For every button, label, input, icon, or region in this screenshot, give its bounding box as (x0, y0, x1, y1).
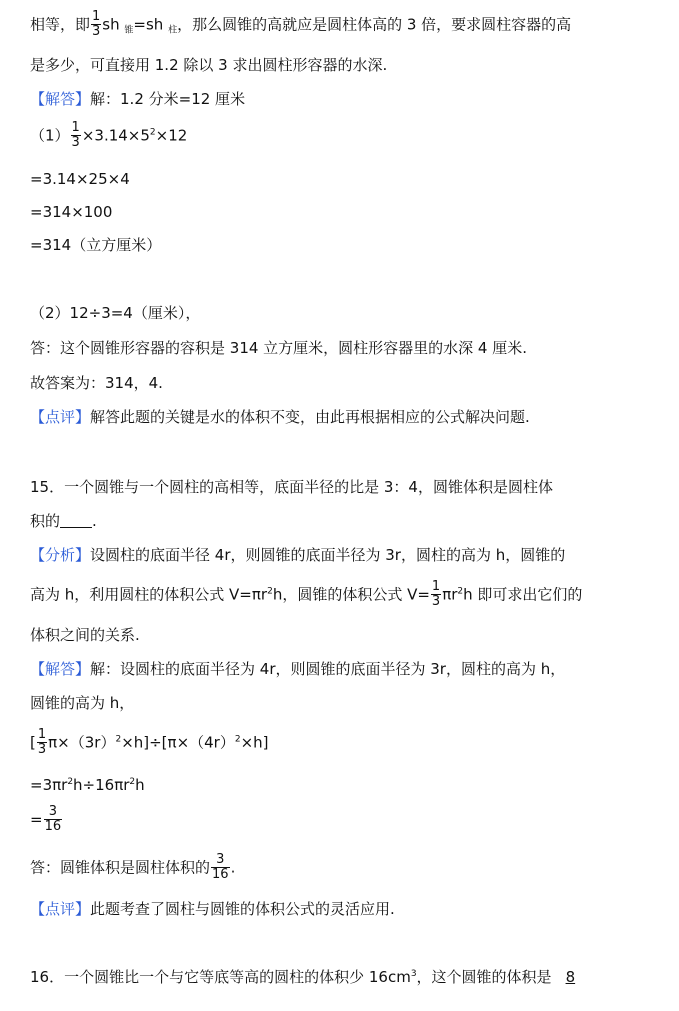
frac-den: 16 (212, 867, 229, 883)
expr1-b: ×h]÷[π×（4r） (121, 733, 235, 752)
p15-fenxi-3: 体积之间的关系. (30, 626, 140, 644)
fenxi2-b: h，圆锥的体积公式 V= (272, 585, 430, 604)
exponent: 2 (267, 586, 273, 597)
expr2-c: h (135, 776, 145, 794)
subscript-cone: 锥 (124, 25, 134, 36)
exponent: 2 (457, 586, 464, 597)
answer-text: 答：圆锥体积是圆柱体积的 (30, 858, 211, 877)
p15-fenxi-2 (30, 580, 582, 610)
answer-end: . (230, 858, 236, 877)
jieda-text-1: 解：设圆柱的底面半径为 4r，则圆锥的底面半径为 3r，圆柱的高为 h， (90, 660, 566, 678)
frac-num: 1 (37, 727, 47, 742)
step1-expr-b: ×12 (155, 126, 188, 145)
answer-underlined: 8 (565, 968, 576, 986)
fenxi-text-1: 设圆柱的底面半径 4r，则圆锥的底面半径为 3r，圆柱的高为 h，圆锥的 (90, 546, 566, 564)
q16-b: ，这个圆锥的体积是 (416, 968, 552, 986)
jieda-tag: 【解答】 (30, 660, 91, 678)
p14-answer: 答：这个圆锥形容器的容积是 314 立方厘米，圆柱形容器里的水深 4 厘米. (30, 339, 528, 357)
p16-question (30, 970, 575, 985)
jieda-tag: 【解答】 (30, 90, 91, 108)
p14-line-1 (30, 10, 571, 40)
expr2-b: h÷16πr (73, 776, 130, 794)
exponent: 2 (115, 734, 122, 745)
frac-den: 3 (37, 742, 47, 758)
p15-fenxi-1 (30, 548, 565, 563)
frac-num: 1 (431, 579, 441, 594)
fenxi2-c: πr (442, 585, 458, 604)
answer-blank (60, 515, 92, 528)
p15-question-line-2 (30, 514, 97, 529)
expr2-a: =3πr (30, 776, 68, 794)
equals-sign: = (30, 810, 43, 829)
step1-exponent: 2 (149, 127, 156, 138)
frac-num: 1 (92, 9, 101, 24)
dianping-tag: 【点评】 (30, 900, 91, 918)
dianping-text: 此题考查了圆柱与圆锥的体积公式的灵活应用. (90, 900, 395, 918)
exponent: 2 (67, 777, 74, 787)
p14-calc-3: =314（立方厘米） (30, 236, 162, 254)
p14-l1c: =sh (133, 15, 169, 34)
p14-step-1 (30, 121, 187, 151)
fraction-one-third (431, 580, 441, 610)
dianping-text: 解答此题的关键是水的体积不变，由此再根据相应的公式解决问题. (90, 408, 530, 426)
p14-dianping (30, 410, 530, 425)
jieda-text: 解：1.2 分米=12 厘米 (90, 90, 246, 108)
p15-jieda-1 (30, 662, 565, 677)
frac-num: 3 (44, 805, 63, 820)
p14-calc-2: =314×100 (30, 203, 113, 221)
p15-answer (30, 853, 235, 883)
frac-num: 1 (71, 120, 80, 135)
p14-l1a: 相等，即 (30, 15, 91, 34)
frac-den: 16 (44, 819, 62, 835)
q2-text: 积的 (30, 512, 61, 530)
q16-a: 16．一个圆锥比一个与它等底等高的圆柱的体积少 16cm (30, 968, 411, 986)
fraction-one-third (91, 10, 101, 40)
p14-line-2: 是多少，可直接用 1.2 除以 3 求出圆柱形容器的水深. (30, 56, 388, 74)
p15-dianping (30, 902, 395, 917)
expr1-a: π×（3r） (48, 733, 116, 752)
p15-jieda-2: 圆锥的高为 h， (30, 694, 135, 712)
exponent: 2 (234, 734, 241, 745)
frac-num: 3 (211, 853, 230, 868)
frac-den: 3 (71, 135, 80, 151)
fenxi2-a: 高为 h，利用圆柱的体积公式 V=πr (30, 585, 268, 604)
step1-expr-a: ×3.14×5 (81, 126, 150, 145)
fraction-one-third (71, 121, 81, 151)
expr1-c: ×h] (240, 733, 269, 752)
q2-end: . (92, 512, 97, 530)
exponent: 3 (410, 969, 417, 979)
exponent: 2 (129, 777, 136, 787)
subscript-cylinder: 柱 (168, 25, 178, 36)
p15-question-line-1: 15．一个圆锥与一个圆柱的高相等，底面半径的比是 3：4，圆锥体积是圆柱体 (30, 478, 553, 496)
p14-jieda (30, 92, 245, 107)
frac-den: 3 (92, 24, 101, 40)
frac-den: 3 (431, 594, 441, 610)
fraction-one-third (37, 728, 47, 758)
p14-l1d: ，那么圆锥的高就应是圆柱体高的 3 倍，要求圆柱容器的高 (177, 15, 572, 34)
fenxi2-d: h 即可求出它们的 (463, 585, 583, 604)
fraction-three-sixteenths (211, 853, 230, 883)
p14-calc-1: =3.14×25×4 (30, 170, 130, 188)
p14-step-2: （2）12÷3=4（厘米）， (30, 304, 201, 322)
p14-final-answer: 故答案为：314，4. (30, 374, 163, 392)
step1-prefix: （1） (30, 126, 70, 145)
p15-expr-3 (30, 805, 63, 835)
p14-l1b: sh (102, 15, 125, 34)
fenxi-tag: 【分析】 (30, 546, 91, 564)
dianping-tag: 【点评】 (30, 408, 91, 426)
fraction-three-sixteenths (44, 805, 63, 835)
p15-expr-1 (30, 728, 269, 758)
bracket-open: [ (30, 733, 36, 752)
p15-expr-2 (30, 778, 145, 793)
